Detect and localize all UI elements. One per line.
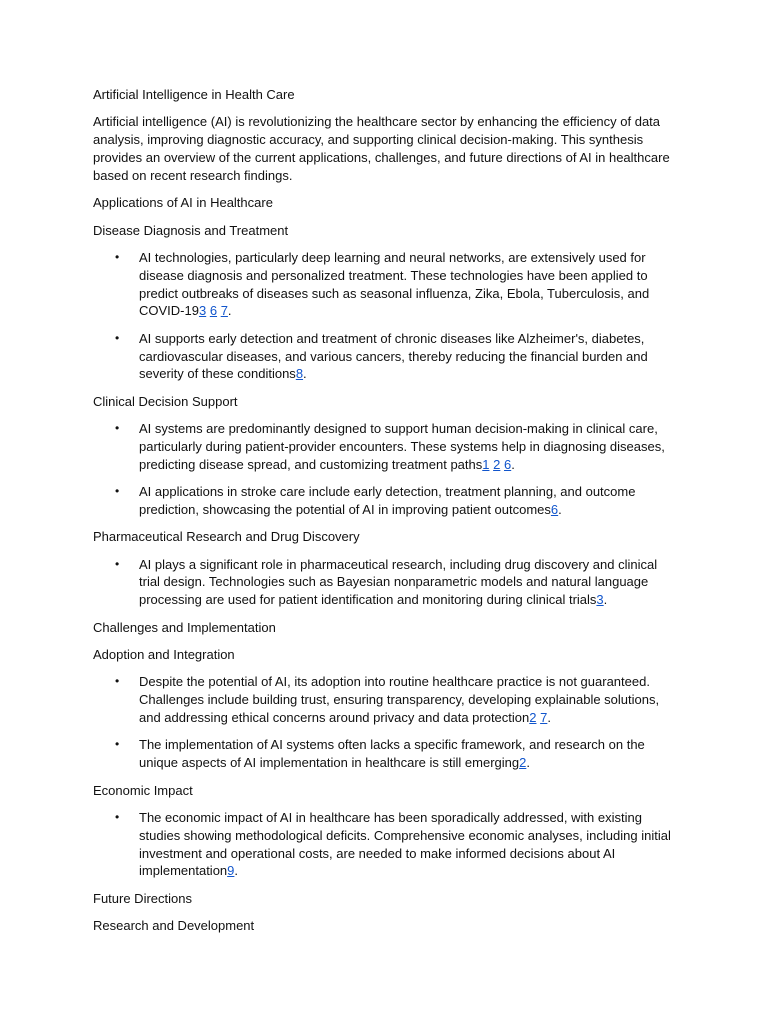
bullet-text: AI plays a significant role in pharmaceutical research, including drug discovery and clinical trial design. Technologies such as Bayesian nonparametric models and natural language processing are used for patient identification and monitoring during clinical trials: [139, 556, 658, 608]
bullet-list-economic: [93, 809, 678, 880]
subsection-heading-pharma: Pharmaceutical Research and Drug Discovery: [93, 529, 360, 545]
list-item: [115, 249, 678, 320]
bullet-icon: •: [115, 421, 120, 436]
citation-link[interactable]: 9: [227, 863, 235, 879]
list-item: [115, 330, 678, 383]
section-heading-future: Future Directions: [93, 890, 192, 906]
list-item: [115, 809, 678, 880]
citation-link[interactable]: 7: [540, 710, 548, 726]
section-heading-applications: Applications of AI in Healthcare: [93, 195, 273, 211]
bullet-icon: •: [115, 249, 120, 264]
citation-link[interactable]: 6: [209, 303, 218, 319]
subsection-heading-decision-support: Clinical Decision Support: [93, 393, 238, 409]
bullet-list-diagnosis: [93, 249, 678, 383]
list-item: [115, 483, 678, 519]
sentence-period: .: [227, 303, 232, 319]
citation-link[interactable]: 8: [295, 366, 304, 382]
section-heading-challenges: Challenges and Implementation: [93, 619, 276, 635]
list-item: [115, 736, 678, 772]
document-title: Artificial Intelligence in Health Care: [93, 87, 295, 102]
sentence-period: .: [526, 755, 530, 771]
citation-link[interactable]: 7: [220, 303, 228, 319]
subsection-heading-adoption: Adoption and Integration: [93, 647, 235, 663]
sentence-period: .: [558, 501, 562, 517]
sentence-period: .: [303, 366, 307, 382]
citation-link[interactable]: 6: [550, 501, 559, 517]
citation-link[interactable]: 2: [493, 456, 501, 472]
bullet-text: The economic impact of AI in healthcare has been sporadically addressed, with existing studies showing methodological deficits. Comprehensive economic analyses, including initial investment and operational costs, are needed to make informed decisions about AI implementation: [139, 810, 671, 879]
sentence-period: .: [547, 710, 551, 726]
bullet-text: AI technologies, particularly deep learning and neural networks, are extensively used for disease diagnosis and personalized treatment. These technologies have been applied to predict outbreaks of diseases such as seasonal influenza, Zika, Ebola, Tuberculosis, and COVID-19: [139, 249, 650, 319]
document-page: [93, 86, 678, 945]
bullet-text: AI applications in stroke care include early detection, treatment planning, and outcome prediction, showcasing the potential of AI in improving patient outcomes: [139, 484, 636, 517]
bullet-text: AI systems are predominantly designed to support human decision-making in clinical care, particularly during patient-provider encounters. These systems help in diagnosing diseases, predicting disease spread, and customizing treatment paths: [139, 421, 665, 472]
citation-link[interactable]: 1: [482, 456, 490, 472]
bullet-icon: •: [115, 484, 120, 499]
bullet-text: Despite the potential of AI, its adoption into routine healthcare practice is not guaranteed. Challenges include building trust, ensuring transparency, developing explainable solutions, and addressing ethical concerns around privacy and data protection: [139, 674, 660, 726]
bullet-icon: •: [115, 330, 120, 345]
citation-link[interactable]: 3: [198, 303, 207, 319]
bullet-icon: •: [115, 810, 120, 824]
bullet-list-pharma: [93, 556, 678, 609]
bullet-icon: •: [115, 737, 120, 752]
citation-link[interactable]: 6: [503, 456, 512, 472]
list-item: [115, 556, 678, 609]
citation-link[interactable]: 3: [596, 592, 604, 608]
bullet-list-adoption: [93, 673, 678, 772]
bullet-text: The implementation of AI systems often lacks a specific framework, and research on the unique aspects of AI implementation in healthcare is still emerging: [139, 737, 645, 771]
list-item: [115, 420, 678, 473]
sentence-period: .: [511, 456, 515, 472]
citation-link[interactable]: 2: [529, 710, 537, 726]
subsection-heading-economic: Economic Impact: [93, 782, 193, 798]
bullet-icon: •: [115, 556, 120, 571]
sentence-period: .: [234, 863, 239, 879]
bullet-icon: •: [115, 674, 120, 689]
subsection-heading-diagnosis: Disease Diagnosis and Treatment: [93, 222, 289, 238]
subsection-heading-research: Research and Development: [93, 918, 255, 934]
intro-paragraph: Artificial intelligence (AI) is revolutionizing the healthcare sector by enhancing the efficiency of data analysis, improving diagnostic accuracy, and supporting clinical decision-making. This synthesis provides an overview of the current applications, challenges, and future directions of AI in healthcare based on recent research findings.: [93, 114, 670, 183]
citation-link[interactable]: 2: [519, 755, 527, 771]
bullet-list-decision-support: [93, 420, 678, 519]
bullet-text: AI supports early detection and treatment of chronic diseases like Alzheimer's, diabetes, cardiovascular diseases, and various cancers, thereby reducing the financial burden and severity of these conditions: [139, 330, 648, 382]
sentence-period: .: [603, 592, 608, 608]
list-item: [115, 673, 678, 726]
